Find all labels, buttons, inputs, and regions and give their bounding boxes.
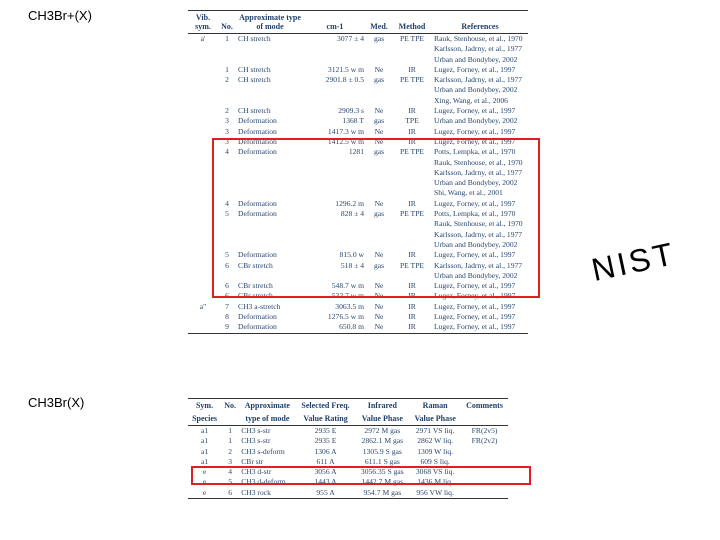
raman-value: 2971 <box>415 426 432 435</box>
rating: A <box>331 446 337 456</box>
species-cell: e <box>202 467 207 477</box>
raman-phase: VS liq. <box>432 426 455 435</box>
table-row <box>188 199 528 209</box>
nist-watermark: NIST <box>588 235 679 289</box>
infrared-cell <box>355 488 409 499</box>
method-cell: PE TPE <box>399 147 425 157</box>
comment-cell <box>461 457 508 467</box>
medium-cell: Ne <box>374 126 384 136</box>
table2-header-cell: Sym. <box>188 399 221 413</box>
ir-phase: M gas <box>384 477 404 487</box>
sym-cell <box>188 291 218 301</box>
frequency-cell: 2901.8 ± 0.5 <box>325 75 364 85</box>
mode-cell: Deformation <box>238 250 277 260</box>
ir-value: 1442.7 <box>361 477 383 487</box>
method-cell: IR <box>408 64 416 74</box>
selected-freq-cell <box>296 488 356 499</box>
mode-cell: CH stretch <box>238 106 271 116</box>
species-cell: e <box>202 477 207 487</box>
table-row <box>188 467 508 477</box>
no-cell: 3 <box>225 136 229 146</box>
medium-cell: gas <box>373 75 385 85</box>
table1-header-cell: Approximate type of mode <box>236 11 304 34</box>
method-cell: IR <box>408 301 416 311</box>
species-cell: e <box>188 488 221 499</box>
ir-phase: M gas <box>384 436 404 446</box>
reference-entry: Karlsson, Jadrny, et al., 1977 <box>434 44 523 54</box>
no-cell: 1 <box>228 426 233 435</box>
method-cell: IR <box>408 126 416 136</box>
no-cell: 5 <box>225 209 229 219</box>
reference-entry: Rauk, Stenhouse, et al., 1970 <box>434 34 523 43</box>
comment-cell <box>461 488 508 499</box>
method-cell: PE TPE <box>399 75 425 85</box>
ir-value: 3056.35 <box>360 467 386 477</box>
table-row <box>188 137 528 147</box>
ir-phase: S gas <box>383 456 400 466</box>
table-row <box>188 447 508 457</box>
ir-value: 1305.9 <box>362 446 384 456</box>
frequency-cell: 3063.5 m <box>335 301 364 311</box>
ir-value: 954.7 <box>363 487 381 497</box>
references-cell <box>432 302 528 312</box>
mode-cell: CH3 d-str <box>241 467 272 477</box>
table2-header-cell: Raman <box>409 399 461 413</box>
references-cell <box>432 75 528 106</box>
comment-cell <box>461 467 508 477</box>
frequency-cell: 650.8 m <box>304 322 366 333</box>
selected-value: 611 <box>316 456 328 466</box>
ir-value: 2972 <box>364 426 380 435</box>
rating: A <box>329 456 335 466</box>
infrared-cell <box>355 426 409 437</box>
table-row <box>188 291 528 301</box>
raman-cell <box>409 436 461 446</box>
no-cell: 6 <box>225 291 229 301</box>
selected-value: 2935 <box>314 436 330 446</box>
no-cell: 1 <box>228 436 233 446</box>
frequency-cell: 532.7 w m <box>331 291 364 301</box>
sym-cell <box>188 209 218 250</box>
mode-cell: Deformation <box>238 198 277 208</box>
medium-cell: Ne <box>374 291 384 301</box>
ir-phase: M gas <box>381 426 401 435</box>
raman-cell <box>409 426 461 437</box>
medium-cell: gas <box>373 116 385 126</box>
reference-entry: Lugez, Forney, et al., 1997 <box>434 250 516 260</box>
references-cell <box>432 147 528 198</box>
method-cell: IR <box>408 312 416 322</box>
rating: E <box>331 436 337 446</box>
method-cell: PE TPE <box>399 34 425 43</box>
reference-entry: Lugez, Forney, et al., 1997 <box>434 64 516 74</box>
table-row <box>188 426 508 437</box>
frequency-cell: 3121.5 w m <box>327 64 364 74</box>
frequency-cell: 1296.2 m <box>335 198 364 208</box>
mode-cell: CH stretch <box>238 34 271 43</box>
reference-entry: Rauk, Stenhouse, et al., 1970 <box>434 219 523 229</box>
ir-phase: S gas <box>385 446 402 456</box>
no-cell: 4 <box>228 467 233 477</box>
table-row <box>188 261 528 282</box>
species-cell: a1 <box>200 446 209 456</box>
reference-entry: Lugez, Forney, et al., 1997 <box>434 291 516 301</box>
reference-entry: Lugez, Forney, et al., 1997 <box>434 126 516 136</box>
table2-subheader-cell: type of mode <box>239 412 295 426</box>
no-cell: 5 <box>225 250 229 260</box>
sym-cell <box>188 312 218 322</box>
ir-phase: M gas <box>382 487 402 497</box>
table2-header-cell: Comments <box>461 399 508 413</box>
raman-value: 2862 <box>417 436 433 446</box>
raman-cell <box>409 467 461 477</box>
no-cell: 1 <box>225 34 229 43</box>
references-cell <box>432 34 528 65</box>
table2-subheader-cell <box>221 412 239 426</box>
mode-cell: Deformation <box>238 147 277 157</box>
medium-cell: Ne <box>374 312 384 322</box>
medium-cell: gas <box>373 260 385 270</box>
species-cell: a1 <box>200 456 209 466</box>
method-cell: IR <box>408 136 416 146</box>
table2-subheader-cell: Value Phase <box>409 412 461 426</box>
raman-phase: VS liq. <box>432 467 455 477</box>
sym-cell <box>188 322 218 333</box>
neutral-vibrational-table <box>188 398 508 499</box>
no-cell: 2 <box>225 106 229 116</box>
frequency-cell: 1368 T <box>342 116 364 126</box>
method-cell: IR <box>408 291 416 301</box>
table1-header-row <box>188 11 528 34</box>
references-cell <box>432 322 528 333</box>
table-row <box>188 34 528 65</box>
mode-cell: Deformation <box>238 209 277 219</box>
sym-cell <box>188 147 218 198</box>
table-row <box>188 488 508 499</box>
no-cell: 1 <box>225 64 229 74</box>
rating: A <box>331 467 337 477</box>
raman-phase: M liq. <box>434 477 453 487</box>
medium-cell: Ne <box>374 250 384 260</box>
raman-cell <box>409 477 461 487</box>
reference-entry: Potts, Lempka, et al., 1970 <box>434 147 516 157</box>
mode-cell: CH stretch <box>238 64 271 74</box>
reference-entry: Karlsson, Jadrny, et al., 1977 <box>434 229 523 239</box>
selected-value: 2935 <box>314 426 330 435</box>
table-row <box>188 322 528 333</box>
table1-header-cell: cm-1 <box>304 11 366 34</box>
frequency-cell: 1412.5 w m <box>327 136 364 146</box>
no-cell: 5 <box>228 477 233 487</box>
raman-cell <box>409 447 461 457</box>
method-cell: PE TPE <box>399 209 425 219</box>
frequency-cell: 3077 ± 4 <box>337 34 364 43</box>
no-cell: 2 <box>228 446 233 456</box>
table2-header-cell: Selected Freq. <box>296 399 356 413</box>
method-cell: PE TPE <box>399 260 425 270</box>
table-row <box>188 75 528 106</box>
comment-cell <box>461 447 508 457</box>
mode-cell: CH3 d-deform <box>241 477 286 487</box>
mode-cell: CH stretch <box>238 75 271 85</box>
reference-entry: Karlsson, Jadrny, et al., 1977 <box>434 75 523 85</box>
raman-phase: VW liq. <box>429 487 454 497</box>
no-cell: 4 <box>225 198 229 208</box>
raman-cell <box>409 488 461 499</box>
table-row <box>188 302 528 312</box>
reference-entry: Urban and Bondybey, 2002 <box>434 116 518 126</box>
table-row <box>188 116 528 126</box>
method-cell: TPE <box>405 116 419 126</box>
ir-value: 2862.1 <box>361 436 383 446</box>
reference-entry: Urban and Bondybey, 2002 <box>434 270 518 280</box>
table-row <box>188 127 528 137</box>
frequency-cell: 1281 <box>348 147 364 157</box>
frequency-cell: 1417.3 w m <box>327 126 364 136</box>
reference-entry: Urban and Bondybey, 2002 <box>434 178 518 188</box>
species-label-cation: CH3Br+(X) <box>28 8 92 23</box>
table-row <box>188 209 528 250</box>
reference-entry: Rauk, Stenhouse, et al., 1970 <box>434 157 523 167</box>
infrared-cell <box>355 457 409 467</box>
infrared-cell <box>355 436 409 446</box>
species-cell: a1 <box>200 426 209 435</box>
table-row <box>188 147 528 198</box>
medium-cell: Ne <box>374 64 384 74</box>
references-cell <box>432 312 528 322</box>
mode-cell: CBr str <box>241 456 264 466</box>
mode-cell: CH3 s-str <box>241 436 271 446</box>
references-cell <box>432 291 528 301</box>
references-cell <box>432 209 528 250</box>
table2-subheader-cell <box>461 412 508 426</box>
no-cell: 3 <box>225 126 229 136</box>
raman-phase: S liq. <box>433 456 450 466</box>
references-cell <box>432 250 528 260</box>
rating: A <box>329 487 335 497</box>
no-cell: 2 <box>225 75 229 85</box>
reference-entry: Lugez, Forney, et al., 1997 <box>434 198 516 208</box>
table1-header-cell: Med. <box>366 11 392 34</box>
reference-entry: Xing, Wang, et al., 2006 <box>434 95 508 105</box>
raman-phase: W liq. <box>434 446 454 456</box>
references-cell <box>432 137 528 147</box>
table-row <box>188 65 528 75</box>
mode-cell: Deformation <box>238 312 277 322</box>
table1-header-cell: Method <box>392 11 432 34</box>
table2-header-cell: Infrared <box>355 399 409 413</box>
selected-value: 955 <box>316 487 328 497</box>
selected-freq-cell <box>296 426 356 437</box>
mode-cell: Deformation <box>238 126 277 136</box>
raman-cell <box>409 457 461 467</box>
raman-value: 1309 <box>417 446 433 456</box>
no-cell: 3 <box>228 456 233 466</box>
reference-entry: Urban and Bondybey, 2002 <box>434 54 518 64</box>
no-cell: 6 <box>221 488 239 499</box>
table2-header-row <box>188 399 508 413</box>
references-cell <box>432 199 528 209</box>
reference-entry: Lugez, Forney, et al., 1997 <box>434 312 516 322</box>
selected-freq-cell <box>296 467 356 477</box>
selected-freq-cell <box>296 436 356 446</box>
reference-entry: Karlsson, Jadrny, et al., 1977 <box>434 260 523 270</box>
table2-subheader-cell: Species <box>188 412 221 426</box>
mode-cell: Deformation <box>238 116 277 126</box>
ir-phase: S gas <box>387 467 404 477</box>
selected-value: 1306 <box>314 446 330 456</box>
comment-cell: FR(2v2) <box>471 436 498 446</box>
frequency-cell: 828 ± 4 <box>340 209 364 219</box>
sym-cell <box>188 75 218 106</box>
rating: E <box>331 426 337 435</box>
reference-entry: Urban and Bondybey, 2002 <box>434 85 518 95</box>
medium-cell: gas <box>373 147 385 157</box>
no-cell: 4 <box>225 147 229 157</box>
no-cell: 8 <box>225 312 229 322</box>
sym-cell <box>188 137 218 147</box>
comment-cell <box>461 477 508 487</box>
sym-cell: a' <box>200 34 206 43</box>
selected-value: 3056 <box>314 467 330 477</box>
method-cell: IR <box>408 198 416 208</box>
references-cell <box>432 116 528 126</box>
references-cell <box>432 281 528 291</box>
species-cell: a1 <box>200 436 209 446</box>
mode-cell: CBr stretch <box>238 281 273 291</box>
medium-cell: Ne <box>366 322 392 333</box>
medium-cell: Ne <box>374 106 384 116</box>
no-cell: 6 <box>225 260 229 270</box>
mode-cell: CBr stretch <box>238 291 273 301</box>
frequency-cell: 518 ± 4 <box>340 260 364 270</box>
method-cell: IR <box>408 281 416 291</box>
reference-entry: Urban and Bondybey, 2002 <box>434 239 518 249</box>
table-row <box>188 477 508 487</box>
table1-header-cell: Vib. sym. <box>188 11 218 34</box>
reference-entry: Lugez, Forney, et al., 1997 <box>434 301 516 311</box>
medium-cell: Ne <box>374 136 384 146</box>
references-cell <box>432 261 528 282</box>
sym-cell <box>188 261 218 282</box>
mode-cell: CH3 s-deform <box>241 446 285 456</box>
comment-cell: FR(2v5) <box>471 426 498 435</box>
sym-cell <box>188 250 218 260</box>
mode-cell: CH3 a-stretch <box>238 301 281 311</box>
table-row <box>188 250 528 260</box>
raman-value: 1436 <box>417 477 433 487</box>
species-label-neutral: CH3Br(X) <box>28 395 85 410</box>
raman-value: 956 <box>416 487 428 497</box>
medium-cell: Ne <box>374 301 384 311</box>
mode-cell: CH3 s-str <box>241 426 271 435</box>
raman-phase: W liq. <box>434 436 454 446</box>
raman-value: 3068 <box>415 467 432 477</box>
frequency-cell: 548.7 w m <box>331 281 364 291</box>
method-cell: IR <box>408 250 416 260</box>
medium-cell: gas <box>373 209 385 219</box>
table-row <box>188 457 508 467</box>
frequency-cell: 2909.3 s <box>338 106 364 116</box>
table1-header-cell: References <box>432 11 528 34</box>
rating: A <box>331 477 337 487</box>
selected-freq-cell <box>296 457 356 467</box>
cation-vibrational-table <box>188 10 528 334</box>
selected-value: 1443 <box>314 477 330 487</box>
table-row <box>188 106 528 116</box>
selected-freq-cell <box>296 477 356 487</box>
medium-cell: Ne <box>374 198 384 208</box>
mode-cell: CBr stretch <box>238 260 273 270</box>
no-cell: 3 <box>225 116 229 126</box>
selected-freq-cell <box>296 447 356 457</box>
frequency-cell: 815.0 w <box>339 250 364 260</box>
mode-cell: Deformation <box>236 322 304 333</box>
sym-cell <box>188 127 218 137</box>
table2-subheader-cell: Value Rating <box>296 412 356 426</box>
reference-entry: Potts, Lempka, et al., 1970 <box>434 209 516 219</box>
medium-cell: gas <box>373 34 385 43</box>
table2-header-cell: No. <box>221 399 239 413</box>
table2-header-cell: Approximate <box>239 399 295 413</box>
method-cell: IR <box>392 322 432 333</box>
ir-value: 611.1 <box>364 456 382 466</box>
sym-cell <box>188 116 218 126</box>
raman-value: 609 <box>420 456 432 466</box>
table-row <box>188 281 528 291</box>
reference-entry: Lugez, Forney, et al., 1997 <box>434 136 516 146</box>
infrared-cell <box>355 477 409 487</box>
table-row <box>188 312 528 322</box>
sym-cell <box>188 65 218 75</box>
infrared-cell <box>355 467 409 477</box>
sym-cell <box>188 281 218 291</box>
table1-header-cell: No. <box>218 11 236 34</box>
references-cell <box>432 65 528 75</box>
infrared-cell <box>355 447 409 457</box>
sym-cell: a" <box>199 301 207 311</box>
no-cell: 6 <box>225 281 229 291</box>
references-cell <box>432 127 528 137</box>
reference-entry: Lugez, Forney, et al., 1997 <box>434 106 516 116</box>
mode-cell: CH3 rock <box>239 488 295 499</box>
references-cell <box>432 106 528 116</box>
no-cell: 9 <box>218 322 236 333</box>
method-cell: IR <box>408 106 416 116</box>
frequency-cell: 1276.5 w m <box>327 312 364 322</box>
reference-entry: Lugez, Forney, et al., 1997 <box>434 322 516 332</box>
mode-cell: Deformation <box>238 136 277 146</box>
table-row <box>188 436 508 446</box>
sym-cell <box>188 199 218 209</box>
table2-subheader-row <box>188 412 508 426</box>
reference-entry: Karlsson, Jadrny, et al., 1977 <box>434 167 523 177</box>
no-cell: 7 <box>225 301 229 311</box>
table2-subheader-cell: Value Phase <box>355 412 409 426</box>
reference-entry: Lugez, Forney, et al., 1997 <box>434 281 516 291</box>
reference-entry: Shi, Wang, et al., 2001 <box>434 188 503 198</box>
medium-cell: Ne <box>374 281 384 291</box>
sym-cell <box>188 106 218 116</box>
